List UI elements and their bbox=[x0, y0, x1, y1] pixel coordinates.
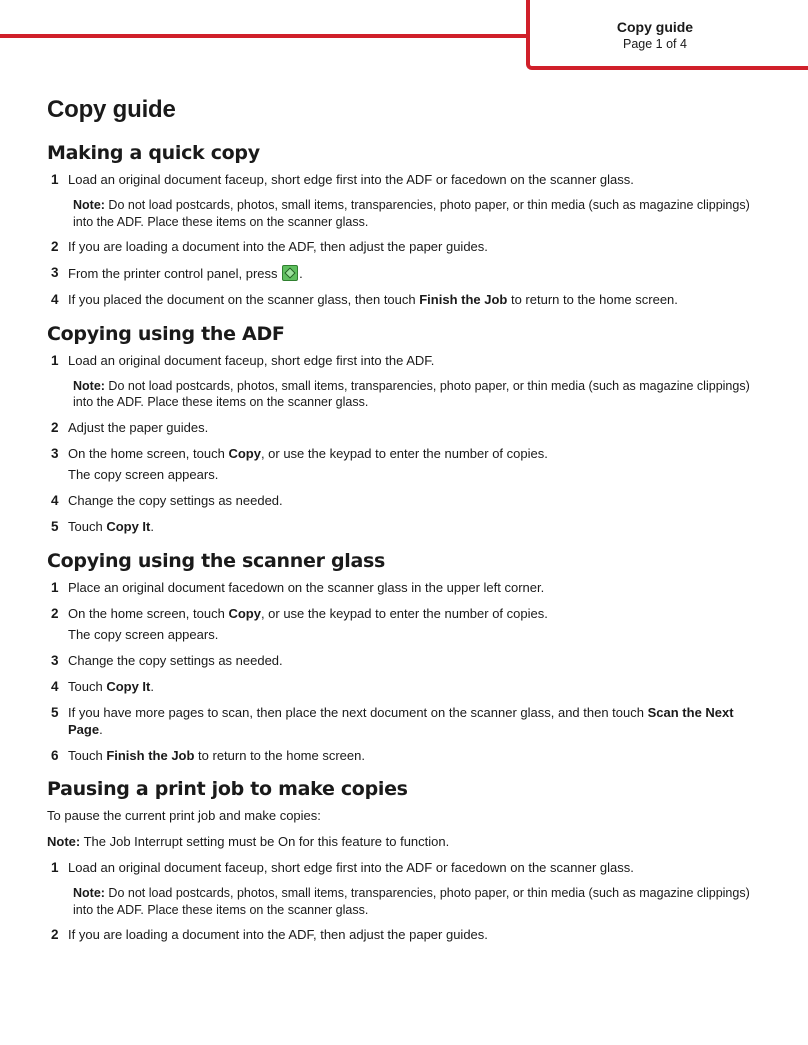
list-item bbox=[47, 679, 767, 696]
list-item bbox=[47, 493, 767, 510]
note bbox=[47, 378, 767, 411]
note-text: The Job Interrupt setting must be On for this feature to function. bbox=[80, 834, 450, 849]
step-text: . bbox=[99, 721, 103, 737]
step-number: 4 bbox=[51, 493, 59, 508]
list-item bbox=[47, 292, 767, 309]
step-number: 2 bbox=[51, 419, 59, 435]
step-number: 4 bbox=[51, 292, 59, 307]
step-text: Adjust the paper guides. bbox=[68, 419, 209, 435]
step-text: , or use the keypad to enter the number of copies. bbox=[260, 445, 548, 461]
step-text: . bbox=[150, 519, 154, 534]
ui-term: Copy bbox=[228, 605, 261, 621]
list-item bbox=[47, 748, 767, 765]
step-text: . bbox=[299, 266, 303, 281]
step-text: From the printer control panel, press bbox=[68, 266, 282, 281]
step-text: to return to the home screen. bbox=[507, 292, 678, 307]
step-number: 1 bbox=[51, 352, 59, 368]
step-text: Change the copy settings as needed. bbox=[68, 653, 283, 668]
note bbox=[47, 834, 767, 851]
step-text: Place an original document facedown on the scanner glass in the upper left corner. bbox=[68, 579, 545, 595]
list-item bbox=[47, 580, 767, 597]
page-number: Page 1 of 4 bbox=[623, 37, 687, 51]
section-heading: Making a quick copy bbox=[47, 142, 260, 164]
section-heading: Pausing a print job to make copies bbox=[47, 778, 408, 800]
step-result: The copy screen appears. bbox=[68, 627, 219, 642]
ui-term: Scan the Next Page bbox=[68, 705, 734, 737]
step-text: Change the copy settings as needed. bbox=[68, 493, 283, 508]
step-number: 5 bbox=[51, 519, 59, 534]
step-number: 2 bbox=[51, 239, 59, 254]
step-text: Load an original document faceup, short edge first into the ADF. bbox=[68, 352, 435, 368]
section-heading: Copying using the scanner glass bbox=[47, 549, 386, 572]
step-text: On the home screen, touch bbox=[68, 445, 229, 461]
step-text: Touch bbox=[68, 747, 107, 763]
ui-term: Finish the Job bbox=[106, 747, 195, 763]
step-text: If you placed the document on the scanner glass, then touch bbox=[68, 292, 420, 307]
section-quick-copy bbox=[47, 140, 767, 309]
page-header bbox=[560, 18, 750, 52]
step-number: 2 bbox=[51, 605, 59, 621]
step-text: to return to the home screen. bbox=[194, 747, 365, 763]
note-text: Do not load postcards, photos, small items, transparencies, photo paper, or thin media (such as magazine clippings) into the ADF. Place these items on the scanner glass. bbox=[73, 886, 750, 917]
step-number: 1 bbox=[51, 860, 59, 875]
step-number: 1 bbox=[51, 579, 59, 595]
step-number: 2 bbox=[51, 927, 59, 942]
list-item bbox=[47, 239, 767, 256]
intro-text: To pause the current print job and make copies: bbox=[47, 808, 321, 823]
list-item bbox=[47, 653, 767, 670]
note-label: Note: bbox=[73, 198, 105, 212]
note-label: Note: bbox=[47, 834, 81, 849]
step-number: 1 bbox=[51, 172, 59, 187]
step-text: Load an original document faceup, short edge first into the ADF or facedown on the scanner glass. bbox=[68, 172, 634, 187]
step-text: Load an original document faceup, short edge first into the ADF or facedown on the scanner glass. bbox=[68, 860, 634, 875]
section-heading: Copying using the ADF bbox=[47, 322, 285, 345]
step-number: 3 bbox=[51, 445, 59, 461]
note bbox=[47, 885, 767, 918]
step-number: 6 bbox=[51, 747, 59, 763]
list-item bbox=[47, 172, 767, 189]
step-number: 4 bbox=[51, 679, 59, 694]
list-item bbox=[47, 705, 767, 738]
step-text: If you are loading a document into the ADF, then adjust the paper guides. bbox=[68, 927, 488, 942]
section-copy-adf bbox=[47, 321, 767, 536]
step-text: . bbox=[150, 679, 154, 694]
section-pause-print-job bbox=[47, 776, 767, 944]
header-title: Copy guide bbox=[616, 19, 694, 35]
step-result: The copy screen appears. bbox=[68, 467, 219, 482]
step-text: Touch bbox=[68, 519, 107, 534]
list-item bbox=[47, 446, 767, 484]
start-button-icon bbox=[282, 265, 298, 281]
ui-term: Copy It bbox=[106, 679, 151, 694]
list-item bbox=[47, 927, 767, 944]
step-number: 3 bbox=[51, 265, 59, 280]
note bbox=[47, 197, 767, 230]
page-title: Copy guide bbox=[47, 96, 176, 123]
ui-term: Finish the Job bbox=[419, 292, 508, 307]
note-label: Note: bbox=[73, 886, 105, 900]
list-item bbox=[47, 265, 767, 283]
step-text: Touch bbox=[68, 679, 107, 694]
note-text: Do not load postcards, photos, small items, transparencies, photo paper, or thin media (such as magazine clippings) into the ADF. Place these items on the scanner glass. bbox=[73, 198, 750, 229]
step-number: 3 bbox=[51, 653, 59, 668]
step-text: If you have more pages to scan, then place the next document on the scanner glass, and then touch bbox=[68, 705, 648, 720]
list-item bbox=[47, 353, 767, 370]
section-copy-scanner-glass bbox=[47, 548, 767, 765]
list-item bbox=[47, 519, 767, 536]
note-text: Do not load postcards, photos, small items, transparencies, photo paper, or thin media (such as magazine clippings) into the ADF. Place these items on the scanner glass. bbox=[73, 378, 750, 409]
list-item bbox=[47, 860, 767, 877]
list-item bbox=[47, 606, 767, 644]
step-number: 5 bbox=[51, 705, 59, 720]
step-text: On the home screen, touch bbox=[68, 605, 229, 621]
ui-term: Copy It bbox=[106, 519, 151, 534]
header-rule bbox=[0, 34, 528, 38]
note-label: Note: bbox=[73, 378, 105, 393]
list-item bbox=[47, 420, 767, 437]
ui-term: Copy bbox=[228, 445, 261, 461]
document-body bbox=[47, 94, 767, 956]
step-text: If you are loading a document into the ADF, then adjust the paper guides. bbox=[68, 239, 488, 254]
step-text: , or use the keypad to enter the number of copies. bbox=[260, 605, 548, 621]
